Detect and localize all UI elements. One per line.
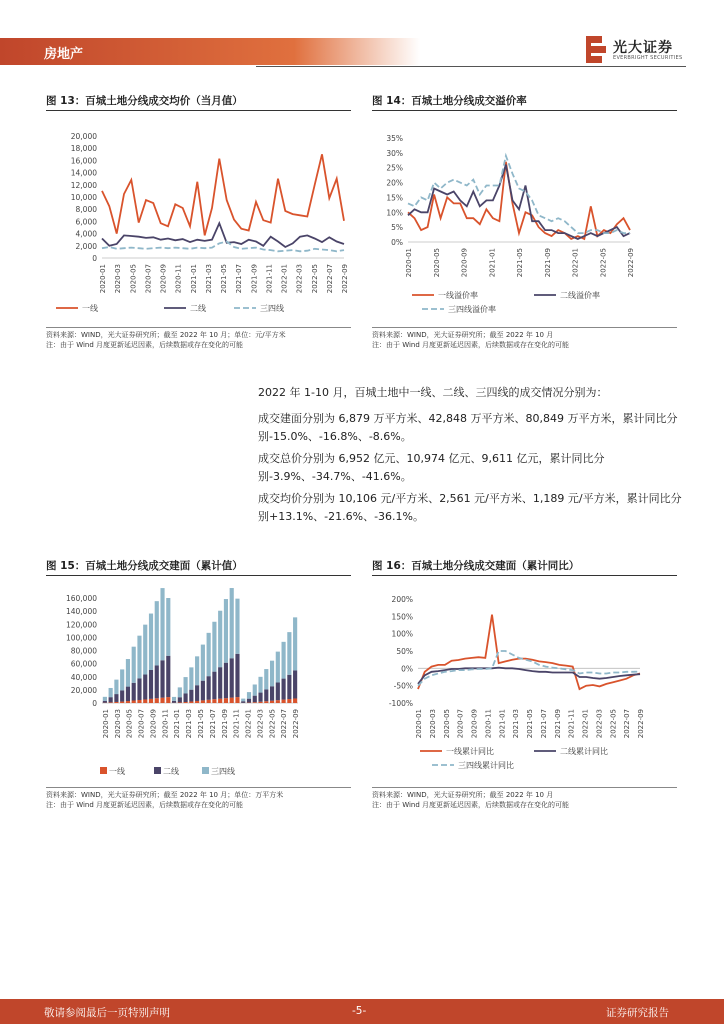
x-tick-label: 2020-01 [101,709,110,739]
legend-label: 三四线溢价率 [448,305,496,314]
bar-segment [195,656,199,685]
series-line [102,154,344,235]
x-tick-label: 2021-09 [250,264,259,294]
bar-segment [126,659,130,687]
x-tick-label: 2021-01 [488,248,497,278]
x-tick-label: 2021-11 [232,709,241,739]
bar-segment [293,670,297,698]
bar-segment [264,701,268,703]
bar-segment [178,702,182,703]
x-tick-label: 2020-03 [113,709,122,739]
figure-rule [372,327,677,328]
bar-segment [264,689,268,701]
x-tick-label: 2021-09 [220,709,229,739]
x-tick-label: 2021-07 [539,709,548,739]
bar-segment [109,688,113,697]
x-tick-label: 2021-03 [204,264,213,294]
x-tick-label: 2020-03 [114,264,123,294]
bar-segment [132,647,136,683]
y-tick-label: 10,000 [70,193,97,202]
bar-segment [143,625,147,675]
legend-swatch [100,767,107,774]
series-line [408,156,630,233]
y-tick-label: 20,000 [70,132,97,141]
bar-segment [195,701,199,703]
y-tick-label: 10% [386,208,403,218]
y-tick-label: 160,000 [65,594,97,603]
x-tick-label: 2020-07 [137,709,146,739]
x-tick-label: 2021-07 [208,709,217,739]
bar-segment [195,685,199,701]
bar-segment [218,611,222,667]
logo-name: 光大证券 [613,40,673,56]
y-tick-label: 16,000 [70,156,97,166]
y-tick-label: 200% [391,595,413,604]
x-tick-label: 2022-09 [292,709,301,739]
y-tick-label: 140,000 [65,607,97,617]
bar-segment [172,697,176,701]
x-tick-label: 2022-05 [599,248,608,278]
bar-segment [276,700,280,703]
bar-segment [126,687,130,701]
bar-segment [155,665,159,698]
legend-label: 一线累计同比 [446,747,494,756]
x-tick-label: 2020-11 [484,709,493,739]
chart-fig15 [46,583,351,783]
bar-segment [166,656,170,697]
legend-label: 二线累计同比 [560,747,608,756]
chart-fig14 [372,118,677,323]
x-tick-label: 2020-05 [432,248,441,278]
bar-segment [212,699,216,703]
logo [585,35,695,67]
body-intro: 2022 年 1-10 月，百城土地中一线、二线、三四线的成交情况分别为： [258,386,608,399]
bar-segment [270,686,274,700]
figure-source: 资料来源：WIND，光大证券研究所；截至 2022 年 10 月；单位：万平方米 [46,791,284,799]
y-tick-label: 18,000 [70,144,97,154]
chart-fig16 [372,583,677,783]
bar-segment [120,669,124,690]
bar-segment [178,697,182,702]
y-tick-label: 80,000 [70,646,97,656]
bar-segment [120,690,124,701]
bar-segment [253,684,257,695]
bar-segment [258,693,262,702]
x-tick-label: 2020-05 [125,709,134,739]
bar-segment [247,699,251,703]
bar-segment [235,654,239,697]
bar-segment [201,681,205,701]
bar-segment [276,682,280,700]
bar-segment [189,701,193,703]
bar-segment [189,667,193,689]
bar-segment [160,660,164,697]
bar-segment [293,698,297,703]
bar-segment [178,687,182,697]
bar-segment [212,622,216,672]
bar-segment [184,677,188,693]
x-tick-label: 2021-05 [526,709,534,739]
y-tick-label: 0% [401,664,413,674]
figure-note: 注：由于 Wind 月度更新延迟因素，后续数据或存在变化的可能 [46,801,244,809]
bar-segment [137,678,141,700]
bar-segment [149,699,153,703]
y-tick-label: 50% [396,647,413,656]
bar-segment [160,588,164,660]
legend-label: 一线溢价率 [438,291,478,300]
bar-segment [276,652,280,683]
y-tick-label: 6,000 [75,217,97,227]
legend-swatch [154,767,161,774]
y-tick-label: 0% [391,238,403,247]
bar-segment [166,697,170,703]
x-tick-label: 2020-09 [159,264,168,294]
x-tick-label: 2021-03 [185,709,194,739]
y-tick-label: 35% [386,134,403,143]
bar-segment [241,699,245,702]
x-tick-label: 2020-05 [129,264,138,294]
figure-rule [46,327,351,328]
footer-report-type: 证券研究报告 [606,1007,669,1019]
y-tick-label: 0 [92,254,97,263]
legend-label: 三四线 [211,767,235,776]
series-line [102,223,344,247]
y-tick-label: 15% [386,193,403,203]
bar-segment [207,700,211,703]
x-tick-label: 2020-01 [99,264,107,294]
x-tick-label: 2020-01 [415,709,423,739]
bar-segment [230,658,234,697]
bar-segment [126,701,130,703]
y-tick-label: -100% [388,699,413,708]
figure-rule [46,575,351,576]
series-line [408,165,630,239]
bar-segment [207,676,211,700]
bar-segment [253,702,257,703]
x-tick-label: 2022-05 [268,709,277,739]
bar-segment [132,701,136,703]
x-tick-label: 2020-11 [161,709,170,739]
figure-rule [372,110,677,111]
bar-segment [218,667,222,699]
bar-segment [155,601,159,665]
y-tick-label: 25% [386,163,403,173]
body-paragraph-total: 成交总价分别为 6,952 亿元、10,974 亿元、9,611 亿元，累计同比分别-3.9%、-34.7%、-41.6%。 [258,452,605,483]
x-tick-label: 2022-01 [280,264,289,294]
legend-label: 二线 [190,304,206,313]
x-tick-label: 2021-01 [189,264,198,294]
x-tick-label: 2022-07 [280,709,289,739]
figure-title: 图 13：百城土地分线成交均价（当月值） [46,95,243,107]
y-tick-label: -50% [393,681,413,691]
bar-segment [270,701,274,703]
figure-rule [372,787,677,788]
bar-segment [287,699,291,703]
bar-segment [287,632,291,675]
bar-segment [224,663,228,698]
figure-source: 资料来源：WIND，光大证券研究所；截至 2022 年 10 月；单位：元/平方米 [46,331,286,339]
bar-segment [172,701,176,703]
x-tick-label: 2020-03 [428,709,437,739]
bar-segment [224,698,228,703]
bar-segment [103,697,107,701]
x-tick-label: 2022-09 [627,248,635,278]
bar-segment [270,661,274,687]
x-tick-label: 2020-01 [405,248,413,278]
figure-rule [46,787,351,788]
legend-label: 一线 [82,304,98,313]
x-tick-label: 2021-07 [235,264,244,294]
x-tick-label: 2020-09 [470,709,479,739]
bar-segment [230,698,234,703]
bar-segment [258,702,262,703]
legend-label: 三四线累计同比 [458,761,514,770]
y-tick-label: 100,000 [65,633,97,643]
bar-segment [184,702,188,703]
figure-note: 注：由于 Wind 月度更新延迟因素，后续数据或存在变化的可能 [372,801,570,809]
bar-segment [201,700,205,703]
figure-source: 资料来源：WIND，光大证券研究所；截至 2022 年 10 月 [372,331,554,339]
x-tick-label: 2021-09 [553,709,562,739]
bar-segment [149,670,153,699]
x-tick-label: 2021-11 [567,709,576,739]
x-tick-label: 2020-11 [174,264,183,294]
y-tick-label: 12,000 [70,180,97,190]
x-tick-label: 2020-05 [442,709,451,739]
bar-segment [160,698,164,703]
legend-label: 三四线 [260,304,284,313]
bar-segment [149,614,153,670]
bar-segment [109,702,113,703]
y-tick-label: 2,000 [75,241,97,251]
body-paragraph-area: 成交建面分别为 6,879 万平方米、42,848 万平方米、80,849 万平方米，累计同比分别-15.0%、-16.8%、-8.6%。 [258,412,678,443]
y-tick-label: 100% [391,629,413,639]
logo-mark-icon [585,35,609,65]
bar-segment [137,636,141,679]
figure-title: 图 15：百城土地分线成交建面（累计值） [46,560,243,572]
y-tick-label: 4,000 [75,229,97,239]
series-line [418,668,640,684]
y-tick-label: 5% [391,223,403,233]
x-tick-label: 2021-05 [220,264,228,294]
x-tick-label: 2021-03 [512,709,521,739]
x-tick-label: 2021-09 [543,248,552,278]
x-tick-label: 2022-09 [637,709,645,739]
bar-segment [235,697,239,703]
x-tick-label: 2022-07 [623,709,632,739]
bar-segment [247,692,251,699]
section-banner [0,38,420,65]
x-tick-label: 2022-03 [295,264,304,294]
bar-segment [114,702,118,703]
x-tick-label: 2020-07 [144,264,153,294]
bar-segment [166,598,170,656]
legend-label: 二线 [163,767,179,776]
bar-segment [253,696,257,703]
bar-segment [114,694,118,702]
figure-note: 注：由于 Wind 月度更新延迟因素，后续数据或存在变化的可能 [46,341,244,349]
footer-disclaimer: 敬请参阅最后一页特别声明 [44,1007,170,1019]
x-tick-label: 2022-07 [325,264,334,294]
y-tick-label: 20,000 [70,685,97,695]
bar-segment [282,700,286,703]
bar-segment [212,672,216,700]
series-line [102,242,344,252]
bar-segment [120,702,124,703]
bar-segment [282,679,286,700]
bar-segment [218,699,222,703]
y-tick-label: 30% [386,148,403,158]
x-tick-label: 2022-01 [244,709,253,739]
y-tick-label: 120,000 [65,620,97,630]
x-tick-label: 2022-01 [571,248,580,278]
bar-segment [241,701,245,703]
legend-label: 一线 [109,767,125,776]
figure-rule [46,110,351,111]
y-tick-label: 0 [92,699,97,708]
bar-segment [184,693,188,702]
bar-segment [201,645,205,681]
x-tick-label: 2020-09 [149,709,158,739]
bar-segment [109,697,113,702]
bar-segment [103,701,107,703]
y-tick-label: 8,000 [75,205,97,215]
bar-segment [258,677,262,693]
bar-segment [293,617,297,670]
bar-segment [155,698,159,703]
x-tick-label: 2022-05 [609,709,618,739]
legend-label: 二线溢价率 [560,291,600,300]
bar-segment [230,588,234,658]
bar-segment [143,675,147,700]
chart-fig13 [46,118,351,323]
x-tick-label: 2021-01 [498,709,507,739]
figure-rule [372,575,677,576]
y-tick-label: 60,000 [70,659,97,669]
x-tick-label: 2022-05 [310,264,319,294]
x-tick-label: 2020-09 [460,248,469,278]
legend-swatch [202,767,209,774]
y-tick-label: 20% [386,178,403,188]
page-footer [0,999,724,1024]
bar-segment [189,690,193,702]
x-tick-label: 2022-03 [595,709,604,739]
bar-segment [132,683,136,701]
bar-segment [137,700,141,703]
x-tick-label: 2021-01 [173,709,182,739]
y-tick-label: 14,000 [70,168,97,178]
x-tick-label: 2021-05 [197,709,205,739]
body-paragraph-avg: 成交均价分别为 10,106 元/平方米、2,561 元/平方米、1,189 元/平方米，累计同比分别+13.1%、-21.6%、-36.1%。 [258,492,682,523]
bar-segment [114,680,118,694]
bar-segment [207,633,211,676]
section-label: 房地产 [44,47,84,62]
bar-segment [287,675,291,699]
page-number: -5- [352,1005,367,1017]
x-tick-label: 2022-03 [256,709,265,739]
bar-segment [235,599,239,654]
figure-note: 注：由于 Wind 月度更新延迟因素，后续数据或存在变化的可能 [372,341,570,349]
bar-segment [143,699,147,703]
x-tick-label: 2022-09 [341,264,349,294]
logo-subtitle: EVERBRIGHT SECURITIES [613,55,683,61]
x-tick-label: 2021-11 [265,264,274,294]
figure-title: 图 16：百城土地分线成交建面（累计同比） [372,560,580,572]
series-line [408,162,630,239]
y-tick-label: 150% [391,612,413,622]
y-tick-label: 40,000 [70,672,97,682]
figure-source: 资料来源：WIND，光大证券研究所；截至 2022 年 10 月 [372,791,554,799]
bar-segment [282,642,286,679]
x-tick-label: 2022-01 [581,709,590,739]
bar-segment [264,669,268,689]
bar-segment [224,599,228,663]
x-tick-label: 2021-05 [516,248,524,278]
figure-title: 图 14：百城土地分线成交溢价率 [372,95,527,107]
x-tick-label: 2020-07 [456,709,465,739]
